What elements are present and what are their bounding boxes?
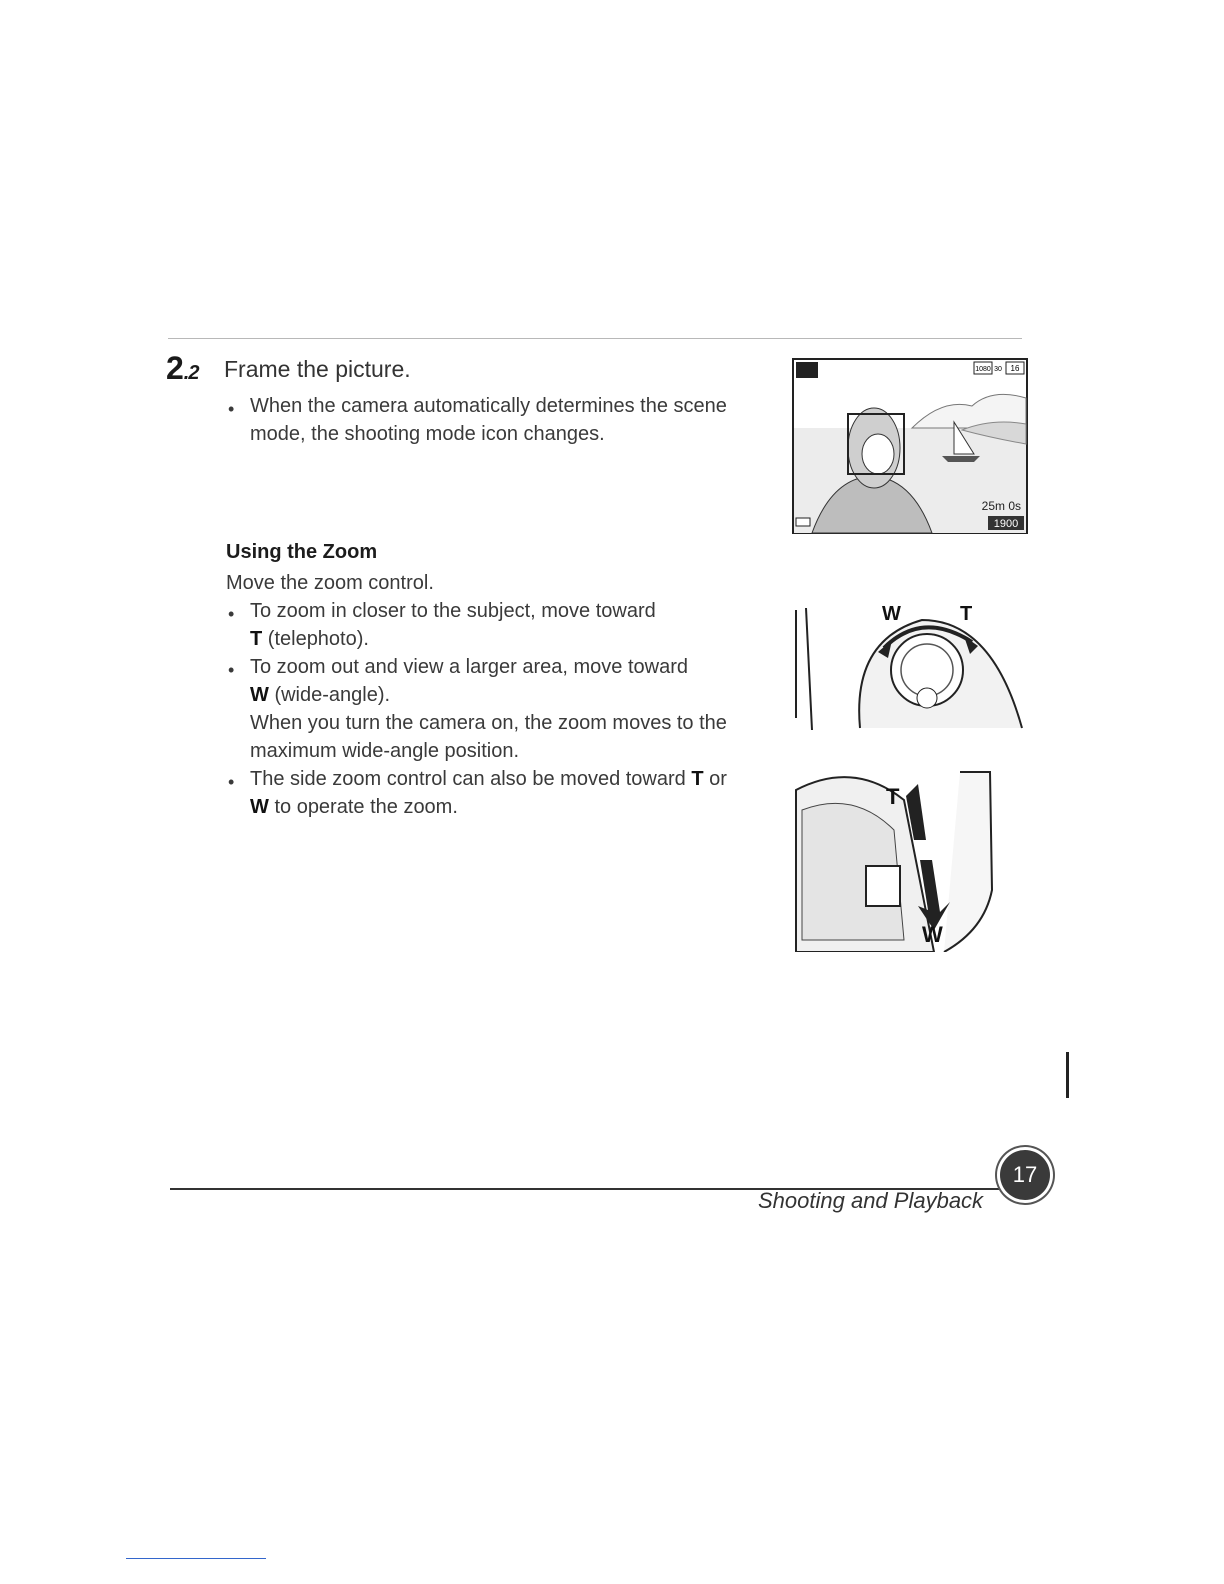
zoom-bullet-tele — [250, 597, 755, 653]
shots-remaining: 1900 — [993, 518, 1019, 530]
zoom-heading: Using the Zoom — [226, 541, 378, 563]
time-remaining: 25m 0s — [981, 499, 1021, 513]
step-bullet-text: • When the camera automatically determines the scene mode, the shooting mode icon changes. — [250, 395, 727, 445]
side-wide-label: W — [922, 922, 943, 947]
wide-suffix: (wide-angle). — [274, 684, 391, 706]
zoom-bullet-side — [250, 765, 760, 821]
zoom-bullet-tele-text: • To zoom in closer to the subject, move toward — [250, 600, 656, 622]
image-size-text: 16 — [1010, 364, 1020, 373]
side-or: or — [709, 768, 727, 790]
tele-suffix: (telephoto). — [267, 628, 369, 650]
section-label: Shooting and Playback — [758, 1188, 984, 1213]
zoom-bullet-side-text: • The side zoom control can also be moved toward — [250, 768, 686, 790]
zoom-bullet-wide-text: • To zoom out and view a larger area, move toward — [250, 656, 688, 678]
battery-icon — [796, 518, 810, 526]
step-number: 2.2 — [166, 350, 199, 386]
dial-wide-label: W — [882, 603, 901, 625]
tele-key: T — [250, 628, 263, 650]
side-control-switch — [866, 866, 900, 906]
side-tele-label: T — [886, 784, 900, 809]
top-divider — [168, 338, 1022, 339]
zoom-note-line2: maximum wide-angle position. — [250, 740, 520, 762]
wide-key: W — [250, 684, 269, 706]
step-bullet — [250, 392, 755, 448]
side-wide-key: W — [250, 796, 269, 818]
bottom-underline — [126, 1558, 266, 1559]
shutter-icon — [917, 688, 937, 708]
camera-screen-illustration — [792, 358, 1028, 534]
resolution-text: 1080 — [975, 366, 991, 373]
zoom-control-illustration — [792, 600, 1028, 732]
fps-text: 30 — [994, 366, 1002, 373]
dial-tele-label: T — [960, 603, 973, 625]
step-title: Frame the picture. — [224, 356, 411, 382]
side-tele-key: T — [691, 768, 704, 790]
zoom-intro: Move the zoom control. — [226, 572, 434, 594]
margin-bar — [1066, 1052, 1069, 1098]
side-zoom-illustration — [794, 770, 996, 952]
scene-mode-icon — [796, 362, 818, 378]
zoom-bullet-wide — [250, 653, 760, 765]
side-suffix: to operate the zoom. — [274, 796, 458, 818]
page-number-badge: 17 — [1000, 1150, 1050, 1200]
zoom-note-line1: When you turn the camera on, the zoom moves to the — [250, 712, 727, 734]
